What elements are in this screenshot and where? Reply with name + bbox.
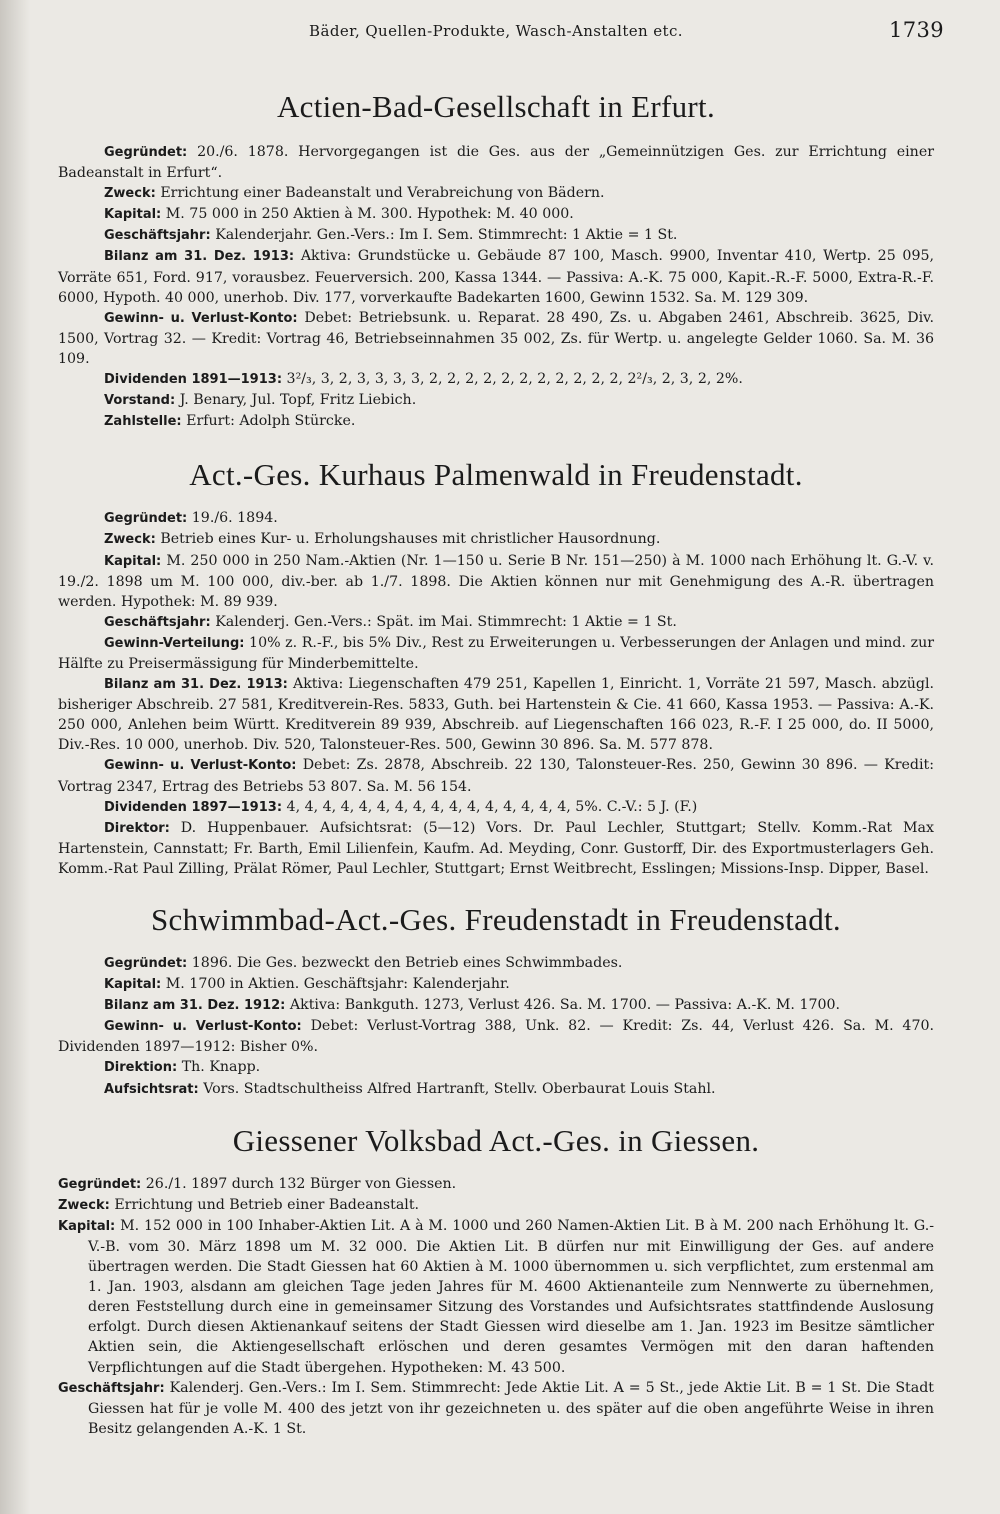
entry-bilanz: Bilanz am 31. Dez. 1913: Aktiva: Liegenschaften 479 251, Kapellen 1, Einricht. 1, Vorräte 21 597, Masch. abzügl. bisheriger Abschreib. 27 581, Kreditverein-Res. 5833, Guth. bei Hartenstein & Cie. 41 660, Kassa 1953. — Passiva: A.-K. 250 000, Anlehen beim Württ. Kreditverein 89 939, Abschreib. auf Liegenschaften 166 023, R.-F. I 25 000, do. II 5000, Div.-Res. 10 000, unerhob. Div. 520, Talonsteuer-Res. 500, Gewinn 30 896. Sa. M. 577 878. bbox=[58, 676, 935, 754]
entry-dividenden: Dividenden 1891—1913: 3²/₃, 3, 2, 3, 3, 3, 3, 2, 2, 2, 2, 2, 2, 2, 2, 2, 2, 2, 2²/₃, 2, 3, 2, 2%. bbox=[104, 371, 743, 388]
section-title: Schwimmbad-Act.-Ges. Freudenstadt in Freudenstadt. bbox=[151, 902, 841, 937]
entry-bilanz: Bilanz am 31. Dez. 1913: Aktiva: Grundstücke u. Gebäude 87 100, Masch. 9900, Inventar 410, Wertp. 25 095, Vorräte 651, Ford. 917, vorausbez. Feuerversich. 200, Kassa 1344. — Passiva: A.-K. 75 000, Kapit.-R.-F. 5000, Extra-R.-F. 6000, Hypoth. 40 000, unerhob. Div. 177, vorverkaufte Badekarten 1600, Gewinn 1532. Sa. M. 129 309. bbox=[58, 248, 935, 306]
section-kurhaus-palmenwald bbox=[58, 456, 934, 879]
entry-aufsichtsrat: Aufsichtsrat: Vors. Stadtschultheiss Alfred Hartranft, Stellv. Oberbaurat Louis Stahl. bbox=[104, 1080, 716, 1097]
section-giessener-volksbad bbox=[58, 1122, 934, 1439]
entry-kapital: Kapital: M. 1700 in Aktien. Geschäftsjahr: Kalenderjahr. bbox=[104, 976, 510, 993]
entry-zweck: Zweck: Errichtung einer Badeanstalt und Verabreichung von Bädern. bbox=[104, 185, 605, 202]
section-title: Act.-Ges. Kurhaus Palmenwald in Freudenstadt. bbox=[189, 457, 803, 493]
entry-gegruendet: Gegründet: 26./1. 1897 durch 132 Bürger von Giessen. bbox=[58, 1175, 457, 1192]
entry-kapital: Kapital: M. 152 000 in 100 Inhaber-Aktien Lit. A à M. 1000 und 260 Namen-Aktien Lit. B à M. 200 nach Erhöhung lt. G.-V.-B. vom 30. März 1898 um M. 32 000. Die Aktien Lit. B dürfen nur mit Einwilligung der Ges. auf andere übertragen werden. Die Stadt Giessen hat 60 Aktien à M. 1000 übernommen u. sich verpflichtet, zum erstenmal am 1. Jan. 1903, alsdann am gleichen Tage jeden Jahres für M. 4600 Aktienanteile zum Nennwerte zu übernehmen, deren Feststellung durch eine in gemeinsamer Sitzung des Vorstandes und Aufsichtsrates stattfindende Auslosung erfolgt. Durch diesen Aktienankauf seitens der Stadt Giessen wird dieselbe am 1. Jan. 1923 im Besitze sämtlicher Aktien sein, die Aktiengesellschaft erlöschen und deren gesamtes Vermögen mit den daran haftenden Verpflichtungen auf die Stadt übergehen. Hypotheken: M. 43 500. bbox=[58, 1217, 934, 1376]
entry-kapital: Kapital: M. 75 000 in 250 Aktien à M. 300. Hypothek: M. 40 000. bbox=[104, 206, 574, 223]
section-schwimmbad bbox=[58, 901, 934, 1100]
entry-bilanz: Bilanz am 31. Dez. 1912: Aktiva: Bankguth. 1273, Verlust 426. Sa. M. 1700. — Passiva: A.-K. M. 1700. bbox=[104, 997, 841, 1014]
section-title: Giessener Volksbad Act.-Ges. in Giessen. bbox=[232, 1122, 760, 1158]
entry-zweck: Zweck: Errichtung und Betrieb einer Badeanstalt. bbox=[58, 1196, 420, 1213]
entry-gegruendet: Gegründet: 20./6. 1878. Hervorgegangen ist die Ges. aus der „Gemeinnützigen Ges. zur Errichtung einer Badeanstalt in Erfurt“. bbox=[58, 144, 935, 182]
entry-direktor: Direktor: D. Huppenbauer. Aufsichtsrat: (5—12) Vors. Dr. Paul Lechler, Stuttgart; Stellv. Komm.-Rat Max Hartenstein, Cannstatt; Fr. Barth, Emil Lilienfein, Kaufm. Ad. Meyding, Conr. Gustorff, Dir. des Exportmusterlagers Geh. Komm.-Rat Paul Zilling, Prälat Römer, Paul Lechler, Stuttgart; Ernst Weitbrecht, Esslingen; Missions-Insp. Dipper, Basel. bbox=[58, 819, 935, 877]
entry-vorstand: Vorstand: J. Benary, Jul. Topf, Fritz Liebich. bbox=[104, 392, 417, 409]
entry-gewinn-verlust: Gewinn- u. Verlust-Konto: Debet: Zs. 2878, Abschreib. 22 130, Talonsteuer-Res. 250, Gewinn 30 896. — Kredit: Vortrag 2347, Ertrag des Betriebs 53 807. Sa. M. 56 154. bbox=[58, 757, 934, 795]
entry-geschaeftsjahr: Geschäftsjahr: Kalenderj. Gen.-Vers.: Im I. Sem. Stimmrecht: Jede Aktie Lit. A = 5 St., jede Aktie Lit. B = 1 St. Die Stadt Giessen hat für je volle M. 400 des jetzt von ihr gezeichneten u. des später auf die oben angeführte Weise in ihren Besitz gelangenden A.-K. 1 St. bbox=[58, 1379, 934, 1437]
entry-geschaeftsjahr: Geschäftsjahr: Kalenderjahr. Gen.-Vers.: Im I. Sem. Stimmrecht: 1 Aktie = 1 St. bbox=[104, 227, 678, 244]
entry-gewinn-verteilung: Gewinn-Verteilung: 10% z. R.-F., bis 5% Div., Rest zu Erweiterungen u. Verbesserungen der Anlagen und mind. zur Hälfte zu Preisermässigung für Minderbemittelte. bbox=[58, 634, 934, 672]
entry-geschaeftsjahr: Geschäftsjahr: Kalenderj. Gen.-Vers.: Spät. im Mai. Stimmrecht: 1 Aktie = 1 St. bbox=[104, 613, 677, 630]
entry-dividenden: Dividenden 1897—1913: 4, 4, 4, 4, 4, 4, 4, 4, 4, 4, 4, 4, 4, 4, 4, 4, 5%. C.-V.: 5 J. (F.) bbox=[104, 798, 698, 815]
entry-gegruendet: Gegründet: 1896. Die Ges. bezweckt den Betrieb eines Schwimmbades. bbox=[104, 955, 623, 971]
entry-direktion: Direktion: Th. Knapp. bbox=[104, 1059, 261, 1076]
section-title: Actien-Bad-Gesellschaft in Erfurt. bbox=[276, 89, 715, 124]
entry-gewinn-verlust: Gewinn- u. Verlust-Konto: Debet: Betriebsunk. u. Reparat. 28 490, Zs. u. Abgaben 2461, Abschreib. 3625, Div. 1500, Vortrag 32. — Kredit: Vortrag 46, Betriebseinnahmen 35 002, Zs. für Wertp. u. angelegte Gelder 1060. Sa. M. 36 109. bbox=[58, 309, 934, 367]
running-title: Bäder, Quellen-Produkte, Wasch-Anstalten etc. bbox=[309, 22, 683, 40]
running-head bbox=[58, 16, 944, 52]
entry-zahlstelle: Zahlstelle: Erfurt: Adolph Stürcke. bbox=[104, 413, 356, 430]
entry-gewinn-verlust: Gewinn- u. Verlust-Konto: Debet: Verlust-Vortrag 388, Unk. 82. — Kredit: Zs. 44, Verlust 426. Sa. M. 470. Dividenden 1897—1912: Bisher 0%. bbox=[58, 1018, 935, 1056]
entry-zweck: Zweck: Betrieb eines Kur- u. Erholungshauses mit christlicher Hausordnung. bbox=[104, 531, 661, 548]
section-erfurt bbox=[58, 88, 934, 432]
entry-gegruendet: Gegründet: 19./6. 1894. bbox=[104, 510, 278, 527]
entry-kapital: Kapital: M. 250 000 in 250 Nam.-Aktien (Nr. 1—150 u. Serie B Nr. 151—250) à M. 1000 nach Erhöhung lt. G.-V. v. 19./2. 1898 um M. 100 000, div.-ber. ab 1./7. 1898. Die Aktien können nur mit Genehmigung des A.-R. übertragen werden. Hypothek: M. 89 939. bbox=[58, 552, 934, 610]
page-number: 1739 bbox=[888, 18, 944, 42]
